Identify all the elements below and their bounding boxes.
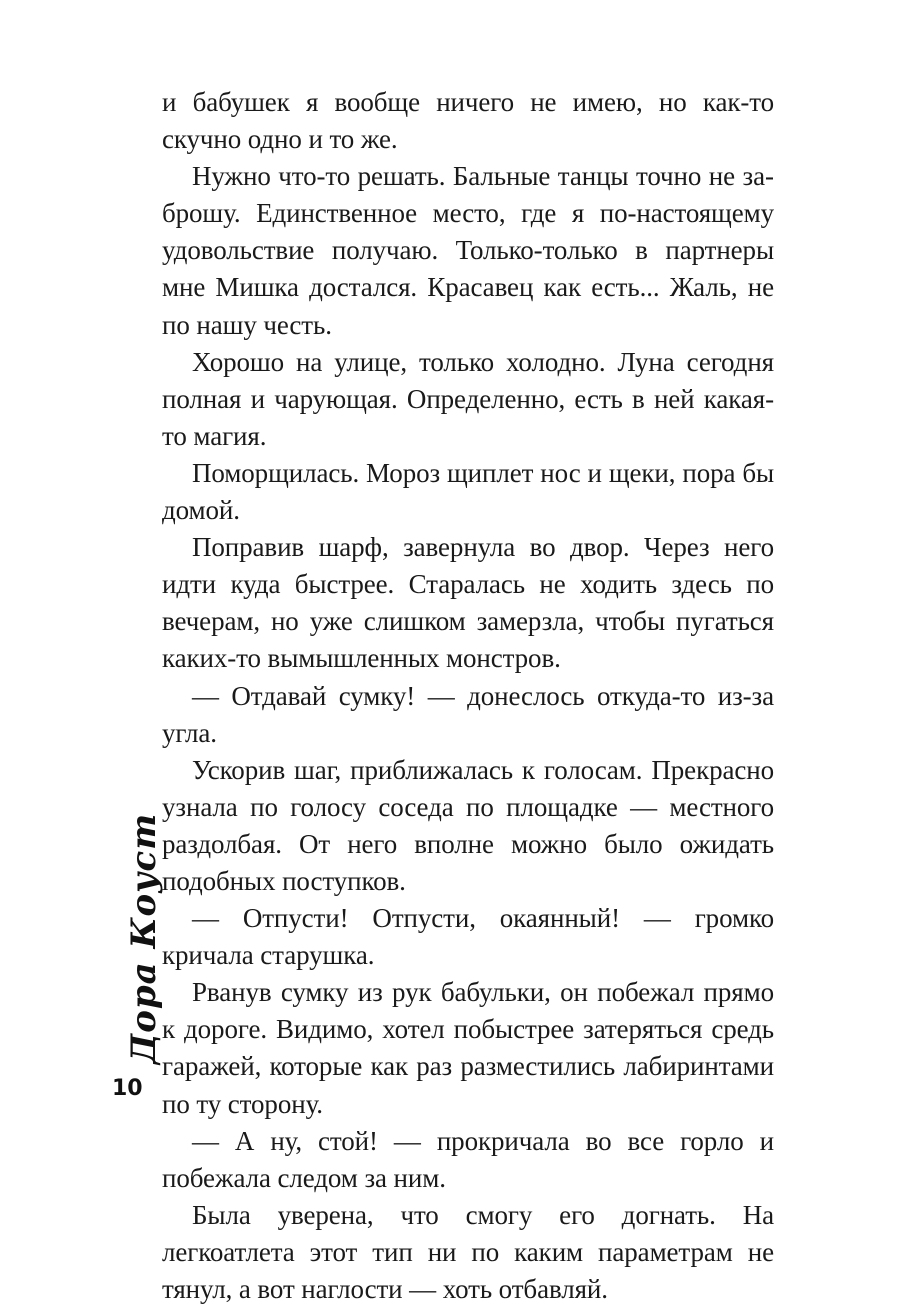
paragraph: — Отдавай сумку! — донеслось откуда-то из-за угла. [162,680,774,748]
paragraph: Рванув сумку из рук бабульки, он побежал прямо к дороге. Видимо, хотел побыстрее затеряться средь гаражей, которые как раз разместились лабиринтами по ту сторону. [162,977,774,1119]
body-text [162,84,774,1308]
paragraph: — А ну, стой! — прокричала во все горло и побежала следом за ним. [162,1125,774,1193]
paragraph: Ускорив шаг, приближалась к голосам. Прекрасно узнала по голосу соседа по площадке — местного раздолбая. От него вполне можно было ожидать подобных поступков. [162,754,774,896]
paragraph: — Отпусти! Отпусти, окаянный! — громко кричала старушка. [162,903,774,971]
author-signature: Дора Коуст [124,812,164,1064]
paragraph: Нужно что-то решать. Бальные танцы точно не заброшу. Единственное место, где я по-настоящему удовольствие получаю. Только-только в партнеры мне Мишка достался. Красавец как есть... Жаль, не по нашу честь. [162,161,774,340]
paragraph: Поморщилась. Мороз щиплет нос и щеки, пора бы домой. [162,457,774,526]
paragraph: Хорошо на улице, только холодно. Луна сегодня полная и чарующая. Определенно, есть в ней какая-то магия. [162,346,774,451]
paragraph: и бабушек я вообще ничего не имею, но как-то скучно одно и то же. [162,87,774,155]
paragraph: Поправив шарф, завернула во двор. Через него идти куда быстрее. Старалась не ходить здесь по вечерам, но уже слишком замерзла, чтобы пугаться каких-то вымышленных монстров. [162,532,774,674]
page-number: 10 [112,1076,143,1101]
paragraph: Была уверена, что смогу его догнать. На легкоатлета этот тип ни по каким параметрам не тянул, а вот наглости — хоть отбавляй. [162,1199,774,1304]
